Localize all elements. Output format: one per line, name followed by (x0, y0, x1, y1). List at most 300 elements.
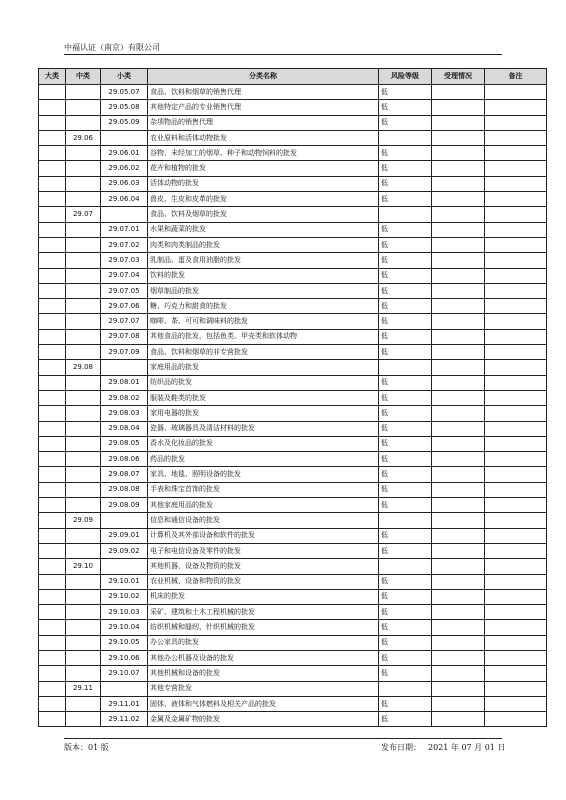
table-header-row (39, 69, 547, 85)
major-cell (39, 390, 66, 405)
risk-level-cell: 低 (379, 421, 432, 436)
risk-level-cell: 低 (379, 436, 432, 451)
small-class-cell: 29.08.02 (101, 390, 148, 405)
major-cell (39, 299, 66, 314)
category-name-cell: 采矿、建筑和土木工程机械的批发 (148, 605, 379, 620)
category-name-cell: 其他机器、设备及物资的批发 (148, 559, 379, 574)
status-cell (432, 100, 485, 115)
major-cell (39, 207, 66, 222)
category-name-cell: 办公家具的批发 (148, 635, 379, 650)
major-cell (39, 650, 66, 665)
status-cell (432, 406, 485, 421)
small-class-cell: 29.06.01 (101, 146, 148, 161)
risk-level-cell: 低 (379, 268, 432, 283)
major-cell (39, 345, 66, 360)
table-row (39, 452, 547, 467)
risk-level-cell: 低 (379, 329, 432, 344)
status-cell (432, 192, 485, 207)
status-cell (432, 482, 485, 497)
mid-class-cell (66, 176, 101, 191)
mid-class-cell (66, 528, 101, 543)
risk-level-cell: 低 (379, 100, 432, 115)
mid-class-cell (66, 620, 101, 635)
major-cell (39, 329, 66, 344)
table-body (39, 85, 547, 727)
major-cell (39, 146, 66, 161)
status-cell (432, 299, 485, 314)
small-class-cell: 29.07.05 (101, 283, 148, 298)
category-name-cell: 活体动物的批发 (148, 176, 379, 191)
remarks-cell (485, 268, 547, 283)
mid-class-cell: 29.09 (66, 513, 101, 528)
small-class-cell (101, 513, 148, 528)
risk-level-cell: 低 (379, 176, 432, 191)
table-row (39, 681, 547, 696)
remarks-cell (485, 161, 547, 176)
risk-level-cell: 低 (379, 620, 432, 635)
mid-class-cell (66, 146, 101, 161)
small-class-cell: 29.10.02 (101, 589, 148, 604)
column-header-small: 小类 (101, 69, 148, 85)
status-cell (432, 467, 485, 482)
major-cell (39, 85, 66, 100)
status-cell (432, 375, 485, 390)
category-name-cell: 烟草制品的批发 (148, 283, 379, 298)
category-name-cell: 食品、饮料及烟草的批发 (148, 207, 379, 222)
table-row (39, 100, 547, 115)
risk-level-cell: 低 (379, 146, 432, 161)
mid-class-cell (66, 650, 101, 665)
table-row (39, 176, 547, 191)
remarks-cell (485, 360, 547, 375)
category-name-cell: 家庭用品的批发 (148, 360, 379, 375)
category-name-cell: 金属及金属矿物的批发 (148, 712, 379, 727)
remarks-cell (485, 696, 547, 711)
category-name-cell: 固体、液体和气体燃料及相关产品的批发 (148, 696, 379, 711)
category-name-cell: 其他机械和设备的批发 (148, 666, 379, 681)
mid-class-cell (66, 253, 101, 268)
risk-level-cell: 低 (379, 528, 432, 543)
category-name-cell: 食品、饮料和烟草的非专营批发 (148, 345, 379, 360)
status-cell (432, 345, 485, 360)
remarks-cell (485, 130, 547, 145)
remarks-cell (485, 329, 547, 344)
small-class-cell: 29.07.03 (101, 253, 148, 268)
category-name-cell: 农业机械、设备和物资的批发 (148, 574, 379, 589)
risk-level-cell: 低 (379, 161, 432, 176)
table-row (39, 161, 547, 176)
category-name-cell: 乳制品、蛋及食用油脂的批发 (148, 253, 379, 268)
risk-level-cell: 低 (379, 283, 432, 298)
category-name-cell: 其他特定产品的专业销售代理 (148, 100, 379, 115)
category-name-cell: 糖、巧克力和甜食的批发 (148, 299, 379, 314)
status-cell (432, 161, 485, 176)
small-class-cell: 29.08.01 (101, 375, 148, 390)
version-label: 版本：01 版 (64, 743, 109, 752)
column-header-major: 大类 (39, 69, 66, 85)
major-cell (39, 176, 66, 191)
status-cell (432, 237, 485, 252)
major-cell (39, 589, 66, 604)
small-class-cell: 29.06.02 (101, 161, 148, 176)
table-row (39, 253, 547, 268)
category-name-cell: 瓷器、玻璃器具及清洁材料的批发 (148, 421, 379, 436)
table-row (39, 666, 547, 681)
major-cell (39, 498, 66, 513)
risk-level-cell (379, 207, 432, 222)
mid-class-cell (66, 436, 101, 451)
major-cell (39, 222, 66, 237)
small-class-cell (101, 130, 148, 145)
small-class-cell: 29.08.03 (101, 406, 148, 421)
risk-level-cell: 低 (379, 390, 432, 405)
status-cell (432, 146, 485, 161)
small-class-cell (101, 207, 148, 222)
mid-class-cell (66, 498, 101, 513)
table-row (39, 620, 547, 635)
remarks-cell (485, 635, 547, 650)
risk-level-cell: 低 (379, 482, 432, 497)
status-cell (432, 543, 485, 558)
column-header-remarks: 备注 (485, 69, 547, 85)
major-cell (39, 620, 66, 635)
major-cell (39, 543, 66, 558)
mid-class-cell (66, 605, 101, 620)
small-class-cell: 29.10.01 (101, 574, 148, 589)
category-name-cell: 杂项物品的销售代理 (148, 115, 379, 130)
status-cell (432, 176, 485, 191)
mid-class-cell (66, 192, 101, 207)
table-row (39, 574, 547, 589)
small-class-cell: 29.07.08 (101, 329, 148, 344)
risk-level-cell: 低 (379, 498, 432, 513)
major-cell (39, 681, 66, 696)
small-class-cell: 29.07.09 (101, 345, 148, 360)
remarks-cell (485, 574, 547, 589)
category-name-cell: 机床的批发 (148, 589, 379, 604)
remarks-cell (485, 192, 547, 207)
remarks-cell (485, 314, 547, 329)
major-cell (39, 635, 66, 650)
remarks-cell (485, 237, 547, 252)
small-class-cell: 29.07.04 (101, 268, 148, 283)
column-header-status: 受理情况 (432, 69, 485, 85)
table-row (39, 345, 547, 360)
risk-level-cell: 低 (379, 666, 432, 681)
small-class-cell: 29.08.08 (101, 482, 148, 497)
table-row (39, 635, 547, 650)
status-cell (432, 329, 485, 344)
mid-class-cell (66, 345, 101, 360)
category-name-cell: 饮料的批发 (148, 268, 379, 283)
category-name-cell: 其他家庭用品的批发 (148, 498, 379, 513)
mid-class-cell: 29.10 (66, 559, 101, 574)
risk-level-cell: 低 (379, 589, 432, 604)
small-class-cell: 29.07.01 (101, 222, 148, 237)
mid-class-cell (66, 467, 101, 482)
major-cell (39, 192, 66, 207)
table-row (39, 283, 547, 298)
small-class-cell: 29.11.01 (101, 696, 148, 711)
mid-class-cell (66, 421, 101, 436)
remarks-cell (485, 452, 547, 467)
column-header-risk: 风险等级 (379, 69, 432, 85)
mid-class-cell (66, 666, 101, 681)
remarks-cell (485, 559, 547, 574)
remarks-cell (485, 176, 547, 191)
remarks-cell (485, 605, 547, 620)
mid-class-cell (66, 696, 101, 711)
remarks-cell (485, 650, 547, 665)
table-row (39, 314, 547, 329)
status-cell (432, 681, 485, 696)
major-cell (39, 360, 66, 375)
table-row (39, 85, 547, 100)
small-class-cell: 29.10.06 (101, 650, 148, 665)
table-row (39, 498, 547, 513)
table-row (39, 712, 547, 727)
remarks-cell (485, 620, 547, 635)
category-name-cell: 花卉和植物的批发 (148, 161, 379, 176)
remarks-cell (485, 375, 547, 390)
header-divider (64, 54, 502, 55)
risk-level-cell (379, 513, 432, 528)
remarks-cell (485, 207, 547, 222)
remarks-cell (485, 390, 547, 405)
small-class-cell: 29.11.02 (101, 712, 148, 727)
category-name-cell: 服装及鞋类的批发 (148, 390, 379, 405)
category-name-cell: 信息和通信设备的批发 (148, 513, 379, 528)
mid-class-cell (66, 329, 101, 344)
table-row (39, 482, 547, 497)
table-row (39, 237, 547, 252)
status-cell (432, 85, 485, 100)
category-name-cell: 家用电器的批发 (148, 406, 379, 421)
status-cell (432, 635, 485, 650)
status-cell (432, 650, 485, 665)
remarks-cell (485, 589, 547, 604)
status-cell (432, 696, 485, 711)
small-class-cell (101, 559, 148, 574)
risk-level-cell: 低 (379, 696, 432, 711)
mid-class-cell (66, 482, 101, 497)
column-header-name: 分类名称 (148, 69, 379, 85)
remarks-cell (485, 253, 547, 268)
mid-class-cell (66, 161, 101, 176)
category-name-cell: 食品、饮料和烟草的销售代理 (148, 85, 379, 100)
table-row (39, 192, 547, 207)
remarks-cell (485, 467, 547, 482)
small-class-cell: 29.08.06 (101, 452, 148, 467)
risk-level-cell: 低 (379, 712, 432, 727)
mid-class-cell (66, 406, 101, 421)
status-cell (432, 207, 485, 222)
category-name-cell: 其他食品的批发，包括鱼类、甲壳类和软体动物 (148, 329, 379, 344)
major-cell (39, 130, 66, 145)
status-cell (432, 528, 485, 543)
risk-level-cell: 低 (379, 299, 432, 314)
mid-class-cell: 29.11 (66, 681, 101, 696)
status-cell (432, 390, 485, 405)
table-row (39, 222, 547, 237)
footer-divider (64, 738, 502, 739)
category-name-cell: 纺织品的批发 (148, 375, 379, 390)
mid-class-cell (66, 268, 101, 283)
table-row (39, 329, 547, 344)
major-cell (39, 482, 66, 497)
mid-class-cell: 29.06 (66, 130, 101, 145)
risk-level-cell: 低 (379, 543, 432, 558)
small-class-cell: 29.10.03 (101, 605, 148, 620)
status-cell (432, 498, 485, 513)
mid-class-cell (66, 543, 101, 558)
status-cell (432, 283, 485, 298)
small-class-cell: 29.07.02 (101, 237, 148, 252)
major-cell (39, 268, 66, 283)
table-row (39, 513, 547, 528)
status-cell (432, 513, 485, 528)
small-class-cell: 29.05.08 (101, 100, 148, 115)
status-cell (432, 452, 485, 467)
category-name-cell: 谷物、未经加工的烟草、种子和动物饲料的批发 (148, 146, 379, 161)
table-row (39, 268, 547, 283)
status-cell (432, 589, 485, 604)
table-row (39, 130, 547, 145)
remarks-cell (485, 406, 547, 421)
category-name-cell: 手表和珠宝首饰的批发 (148, 482, 379, 497)
category-name-cell: 家具、地毯、照明设备的批发 (148, 467, 379, 482)
mid-class-cell (66, 222, 101, 237)
risk-level-cell: 低 (379, 406, 432, 421)
category-name-cell: 其他专营批发 (148, 681, 379, 696)
mid-class-cell (66, 390, 101, 405)
table-row (39, 436, 547, 451)
small-class-cell: 29.09.01 (101, 528, 148, 543)
major-cell (39, 161, 66, 176)
status-cell (432, 115, 485, 130)
remarks-cell (485, 498, 547, 513)
table-row (39, 299, 547, 314)
category-name-cell: 药品的批发 (148, 452, 379, 467)
table-row (39, 559, 547, 574)
risk-level-cell: 低 (379, 375, 432, 390)
status-cell (432, 666, 485, 681)
small-class-cell: 29.06.04 (101, 192, 148, 207)
status-cell (432, 222, 485, 237)
table-row (39, 406, 547, 421)
major-cell (39, 513, 66, 528)
mid-class-cell: 29.08 (66, 360, 101, 375)
status-cell (432, 253, 485, 268)
table-row (39, 589, 547, 604)
mid-class-cell: 29.07 (66, 207, 101, 222)
table-row (39, 115, 547, 130)
risk-level-cell (379, 681, 432, 696)
table-row (39, 543, 547, 558)
major-cell (39, 100, 66, 115)
table-row (39, 390, 547, 405)
remarks-cell (485, 222, 547, 237)
small-class-cell: 29.08.09 (101, 498, 148, 513)
risk-level-cell (379, 559, 432, 574)
major-cell (39, 712, 66, 727)
table-row (39, 207, 547, 222)
category-name-cell: 纺织机械和缝纫、针织机械的批发 (148, 620, 379, 635)
release-date: 2021 年 07 月 01 日 (428, 743, 506, 752)
major-cell (39, 452, 66, 467)
major-cell (39, 421, 66, 436)
mid-class-cell (66, 574, 101, 589)
classification-table (38, 68, 547, 727)
risk-level-cell: 低 (379, 314, 432, 329)
status-cell (432, 360, 485, 375)
company-header: 中福认证（南京）有限公司 (64, 43, 160, 52)
small-class-cell: 29.07.07 (101, 314, 148, 329)
table-row (39, 696, 547, 711)
table-row (39, 650, 547, 665)
risk-level-cell (379, 360, 432, 375)
status-cell (432, 559, 485, 574)
small-class-cell (101, 360, 148, 375)
mid-class-cell (66, 589, 101, 604)
table-row (39, 375, 547, 390)
mid-class-cell (66, 314, 101, 329)
risk-level-cell: 低 (379, 635, 432, 650)
category-name-cell: 其他办公机器及设备的批发 (148, 650, 379, 665)
small-class-cell: 29.08.04 (101, 421, 148, 436)
small-class-cell: 29.10.07 (101, 666, 148, 681)
small-class-cell: 29.10.05 (101, 635, 148, 650)
remarks-cell (485, 100, 547, 115)
risk-level-cell: 低 (379, 237, 432, 252)
major-cell (39, 237, 66, 252)
risk-level-cell: 低 (379, 650, 432, 665)
major-cell (39, 574, 66, 589)
category-name-cell: 兽皮、生皮和皮革的批发 (148, 192, 379, 207)
major-cell (39, 467, 66, 482)
category-name-cell: 水果和蔬菜的批发 (148, 222, 379, 237)
status-cell (432, 314, 485, 329)
status-cell (432, 712, 485, 727)
major-cell (39, 559, 66, 574)
mid-class-cell (66, 375, 101, 390)
status-cell (432, 268, 485, 283)
risk-level-cell: 低 (379, 253, 432, 268)
small-class-cell (101, 681, 148, 696)
remarks-cell (485, 681, 547, 696)
remarks-cell (485, 146, 547, 161)
remarks-cell (485, 299, 547, 314)
category-name-cell: 计算机及其外部设备和软件的批发 (148, 528, 379, 543)
risk-level-cell: 低 (379, 467, 432, 482)
risk-level-cell: 低 (379, 452, 432, 467)
category-name-cell: 咖啡、茶、可可和调味料的批发 (148, 314, 379, 329)
table-row (39, 467, 547, 482)
status-cell (432, 130, 485, 145)
mid-class-cell (66, 85, 101, 100)
major-cell (39, 253, 66, 268)
major-cell (39, 666, 66, 681)
remarks-cell (485, 528, 547, 543)
mid-class-cell (66, 115, 101, 130)
small-class-cell: 29.05.09 (101, 115, 148, 130)
remarks-cell (485, 712, 547, 727)
status-cell (432, 574, 485, 589)
remarks-cell (485, 543, 547, 558)
small-class-cell: 29.08.07 (101, 467, 148, 482)
mid-class-cell (66, 237, 101, 252)
risk-level-cell: 低 (379, 192, 432, 207)
